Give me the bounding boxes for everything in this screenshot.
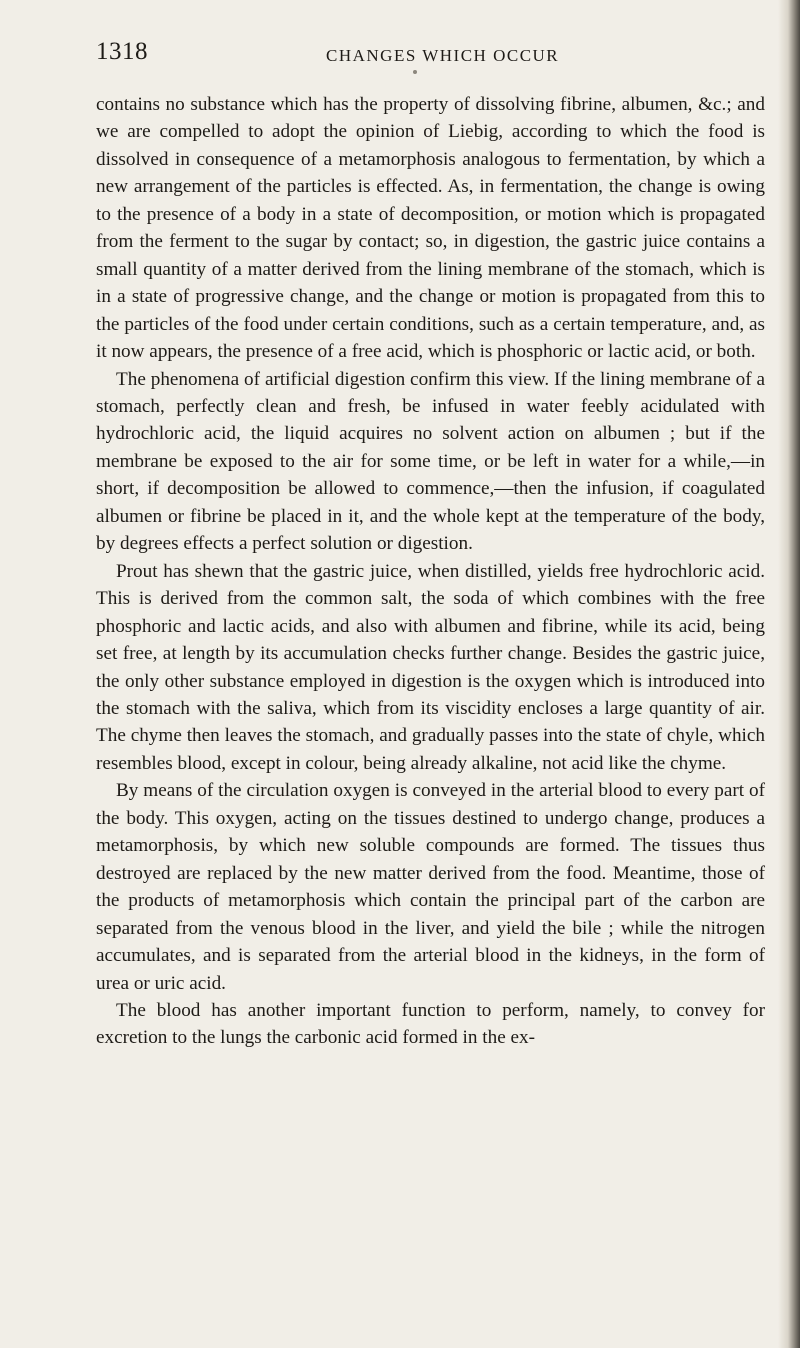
paragraph-blood-function: The blood has another important function to perform, namely, to convey for excretion to the lungs the carbonic acid formed in the ex-	[96, 999, 765, 1049]
paragraph-prout: Prout has shewn that the gastric juice, when distilled, yields free hydrochloric acid. This is derived from the common salt, the soda of which combines with the free phosphoric and lactic acids, and also with albumen and fibrine, while its acid, being set free, at length by its accumulation checks further change. Besides the gastric juice, the only other substance employed in digestion is the oxygen which is introduced into the stomach with the saliva, which from its viscidity encloses a large quantity of air. The chyme then leaves the stomach, and gradually passes into the state of chyle, which resembles blood, except in colour, being already alkaline, not acid like the chyme.	[96, 560, 765, 774]
paragraph-artificial-digestion: The phenomena of artificial digestion confirm this view. If the lining membrane of a stomach, perfectly clean and fresh, be infused in water feebly acidulated with hydrochloric acid, the liquid acquires no solvent action on albumen ; but if the membrane be exposed to the air for some time, or be left in water for a while,—in short, if decomposition be allowed to commence,—then the infusion, if coagulated albumen or fibrine be placed in it, and the whole kept at the temperature of the body, by degrees effects a perfect solution or digestion.	[96, 368, 765, 555]
book-page	[96, 38, 776, 1052]
page-number: 1318	[96, 38, 148, 65]
running-head	[96, 38, 776, 74]
body-text	[96, 91, 765, 1052]
running-title: CHANGES WHICH OCCUR	[326, 46, 560, 65]
ornament-dot	[413, 70, 417, 74]
paragraph-circulation: By means of the circulation oxygen is conveyed in the arterial blood to every part of the body. This oxygen, acting on the tissues destined to undergo change, produces a metamorphosis, by which new soluble compounds are formed. The tissues thus destroyed are replaced by the new matter derived from the food. Meantime, those of the products of metamorphosis which contain the principal part of the carbon are separated from the venous blood in the liver, and yield the bile ; while the nitrogen accumulates, and is separated from the arterial blood in the kidneys, in the form of urea or uric acid.	[96, 780, 765, 994]
paragraph-continued: contains no substance which has the property of dissolving fibrine, albumen, &c.; and we are compelled to adopt the opinion of Liebig, according to which the food is dissolved in consequence of a metamorphosis analogous to fermentation, by which a new arrangement of the particles is effected. As, in fermentation, the change is owing to the presence of a body in a state of decomposition, or motion which is propagated from the ferment to the sugar by contact; so, in digestion, the gastric juice contains a small quantity of a matter derived from the lining membrane of the stomach, which is in a state of progressive change, and the change or motion is propagated from this to the particles of the food under certain conditions, such as a certain temperature, and, as it now appears, the presence of a free acid, which is phosphoric or lactic acid, or both.	[96, 94, 765, 363]
page-edge-shadow	[778, 0, 800, 1348]
